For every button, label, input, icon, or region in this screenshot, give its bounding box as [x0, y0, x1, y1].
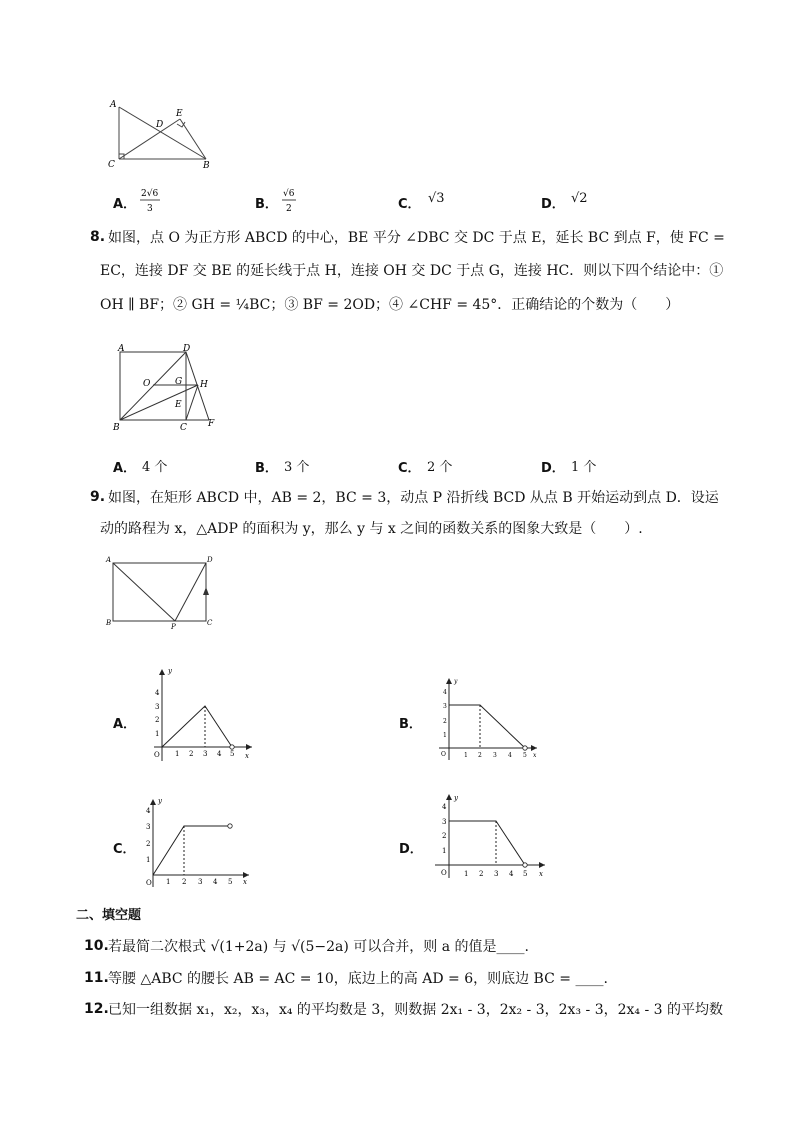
q9-graph-c-xtick-2: 2 — [182, 878, 187, 886]
q9-graph-b-xtick-2: 2 — [478, 752, 482, 759]
q7-label-a: A — [110, 100, 117, 110]
q9-graph-d-xtick-2: 2 — [479, 870, 484, 878]
q7-label-c: C — [108, 160, 115, 170]
q8-label-c: C — [180, 423, 187, 433]
q8-label-h: H — [200, 380, 208, 390]
q7-label-d: D — [156, 120, 164, 130]
q7-option-b-letter: B． — [255, 197, 278, 212]
q9-graph-c-ytick-1: 1 — [146, 856, 151, 864]
q8-label-f: F — [208, 419, 215, 429]
svg-text:√6: √6 — [283, 189, 295, 199]
q9-graph-a-origin: O — [154, 751, 160, 759]
q8-option-c-letter: C． — [398, 461, 421, 476]
q9-graph-d-ytick-3: 3 — [442, 818, 447, 826]
q12-number: 12. — [84, 1001, 109, 1017]
q9-graph-b-origin: O — [441, 751, 446, 758]
q9-label-b: B — [106, 619, 112, 627]
q8-option-b-letter: B． — [255, 461, 278, 476]
q9-graph-b-ytick-2: 2 — [443, 718, 447, 725]
q8-label-e: E — [175, 400, 182, 410]
q9-option-a-letter: A． — [113, 717, 137, 732]
q9-label-c: C — [207, 619, 213, 627]
q8-figure — [110, 342, 230, 432]
q9-option-c-letter: C． — [113, 842, 136, 857]
svg-text:2: 2 — [286, 204, 292, 214]
q9-graph-b-ytick-3: 3 — [443, 703, 447, 710]
q9-graph-b-ylabel: y — [454, 678, 458, 685]
q7-option-d-letter: D． — [541, 197, 565, 212]
q10-text: 若最简二次根式 √(1+2a) 与 √(5−2a) 可以合并，则 a 的值是____. — [108, 939, 529, 955]
q8-option-c: 2 个 — [427, 460, 453, 475]
q9-graph-d-xtick-1: 1 — [464, 870, 469, 878]
q9-graph-d-xtick-4: 4 — [509, 870, 514, 878]
q9-graph-a-ytick-4: 4 — [155, 689, 160, 697]
q8-number: 8. — [90, 229, 106, 245]
q8-option-d-letter: D． — [541, 461, 565, 476]
q9-graph-c-ytick-4: 4 — [146, 807, 151, 815]
q9-graph-d — [427, 790, 552, 890]
q9-graph-c-xlabel: x — [243, 878, 247, 886]
q9-text-line1: 如图，在矩形 ABCD 中，AB = 2，BC = 3，动点 P 沿折线 BCD 从点 B 开始运动到点 D．设运 — [108, 490, 719, 506]
q9-graph-a-xtick-4: 4 — [217, 750, 222, 758]
q9-graph-c-xtick-3: 3 — [198, 878, 203, 886]
q9-option-d-letter: D． — [399, 842, 423, 857]
q11-number: 11. — [84, 970, 109, 986]
q9-graph-d-xtick-5: 5 — [523, 870, 528, 878]
q9-graph-b-ytick-1: 1 — [443, 732, 447, 739]
q7-option-c: √3 — [428, 191, 445, 206]
q9-graph-d-ylabel: y — [454, 794, 458, 802]
q9-graph-c-xtick-5: 5 — [228, 878, 233, 886]
q9-graph-a-xtick-1: 1 — [175, 750, 180, 758]
svg-text:2√6: 2√6 — [141, 189, 159, 199]
q7-option-c-letter: C． — [398, 197, 421, 212]
q8-label-d: D — [183, 344, 191, 354]
q9-graph-a — [140, 665, 255, 765]
q8-option-a: 4 个 — [142, 460, 168, 475]
q9-graph-d-ytick-1: 1 — [442, 847, 447, 855]
q9-graph-a-ytick-1: 1 — [155, 730, 160, 738]
q9-graph-d-xtick-3: 3 — [494, 870, 499, 878]
q9-graph-a-ytick-2: 2 — [155, 716, 160, 724]
q9-graph-a-xtick-5: 5 — [230, 750, 235, 758]
q8-label-b: B — [113, 423, 120, 433]
q9-label-a: A — [106, 556, 112, 564]
q8-text-line3: OH ∥ BF；② GH = ¼BC；③ BF = 2OD；④ ∠CHF = 45°．正确结论的个数为（ ） — [100, 297, 680, 313]
q9-graph-c-ylabel: y — [158, 797, 162, 805]
q8-option-d: 1 个 — [571, 460, 597, 475]
q9-graph-b-ytick-4: 4 — [443, 689, 447, 696]
q9-graph-b-xtick-3: 3 — [493, 752, 497, 759]
q11-text: 等腰 △ABC 的腰长 AB = AC = 10，底边上的高 AD = 6，则底边 BC = ____. — [108, 971, 608, 987]
svg-text:3: 3 — [147, 204, 153, 214]
q7-option-d: √2 — [571, 191, 588, 206]
q9-graph-a-ylabel: y — [168, 667, 172, 675]
q7-label-b: B — [203, 161, 210, 171]
q7-figure — [100, 95, 220, 175]
q9-graph-c-ytick-3: 3 — [146, 823, 151, 831]
q7-label-e: E — [176, 109, 183, 119]
q9-graph-b-xtick-5: 5 — [523, 752, 527, 759]
q8-text-line2: EC，连接 DF 交 BE 的延长线于点 H，连接 OH 交 DC 于点 G，连接 HC．则以下四个结论中：① — [100, 263, 724, 279]
q9-graph-c-ytick-2: 2 — [146, 840, 151, 848]
q9-graph-d-ytick-2: 2 — [442, 832, 447, 840]
q7-option-a-letter: A． — [113, 197, 137, 212]
q8-label-o: O — [143, 379, 151, 389]
q9-label-d: D — [207, 556, 213, 564]
q9-graph-d-origin: O — [441, 869, 447, 877]
q12-text: 已知一组数据 x₁，x₂，x₃，x₄ 的平均数是 3，则数据 2x₁ - 3，2x₂ - 3，2x₃ - 3，2x₄ - 3 的平均数 — [108, 1002, 724, 1018]
q9-option-b-letter: B． — [399, 717, 422, 732]
q9-graph-b — [425, 676, 540, 776]
q8-option-b: 3 个 — [284, 460, 310, 475]
q9-text-line2: 动的路程为 x，△ADP 的面积为 y，那么 y 与 x 之间的函数关系的图象大致是（ ）. — [100, 521, 643, 537]
q8-label-a: A — [118, 344, 125, 354]
q9-label-p: P — [171, 623, 176, 631]
q8-label-g: G — [175, 377, 183, 387]
q8-option-a-letter: A． — [113, 461, 137, 476]
q10-number: 10. — [84, 938, 109, 954]
q9-graph-a-xlabel: x — [245, 752, 249, 760]
q9-number: 9. — [90, 489, 106, 505]
q9-graph-c — [137, 793, 257, 893]
q9-graph-b-xtick-1: 1 — [464, 752, 468, 759]
q9-figure — [103, 555, 223, 635]
section-title-fill-blank: 二、填空题 — [76, 908, 142, 923]
q9-graph-d-xlabel: x — [539, 870, 543, 878]
q9-graph-d-ytick-4: 4 — [442, 803, 447, 811]
q9-graph-b-xlabel: x — [533, 752, 537, 759]
q9-graph-a-xtick-2: 2 — [189, 750, 194, 758]
q9-graph-a-ytick-3: 3 — [155, 703, 160, 711]
q9-graph-b-xtick-4: 4 — [508, 752, 512, 759]
q8-text-line1: 如图，点 O 为正方形 ABCD 的中心，BE 平分 ∠DBC 交 DC 于点 E，延长 BC 到点 F，使 FC = — [108, 230, 725, 246]
q9-graph-c-xtick-1: 1 — [166, 878, 171, 886]
q9-graph-c-xtick-4: 4 — [213, 878, 218, 886]
q9-graph-a-xtick-3: 3 — [203, 750, 208, 758]
q9-graph-c-origin: O — [146, 879, 152, 887]
